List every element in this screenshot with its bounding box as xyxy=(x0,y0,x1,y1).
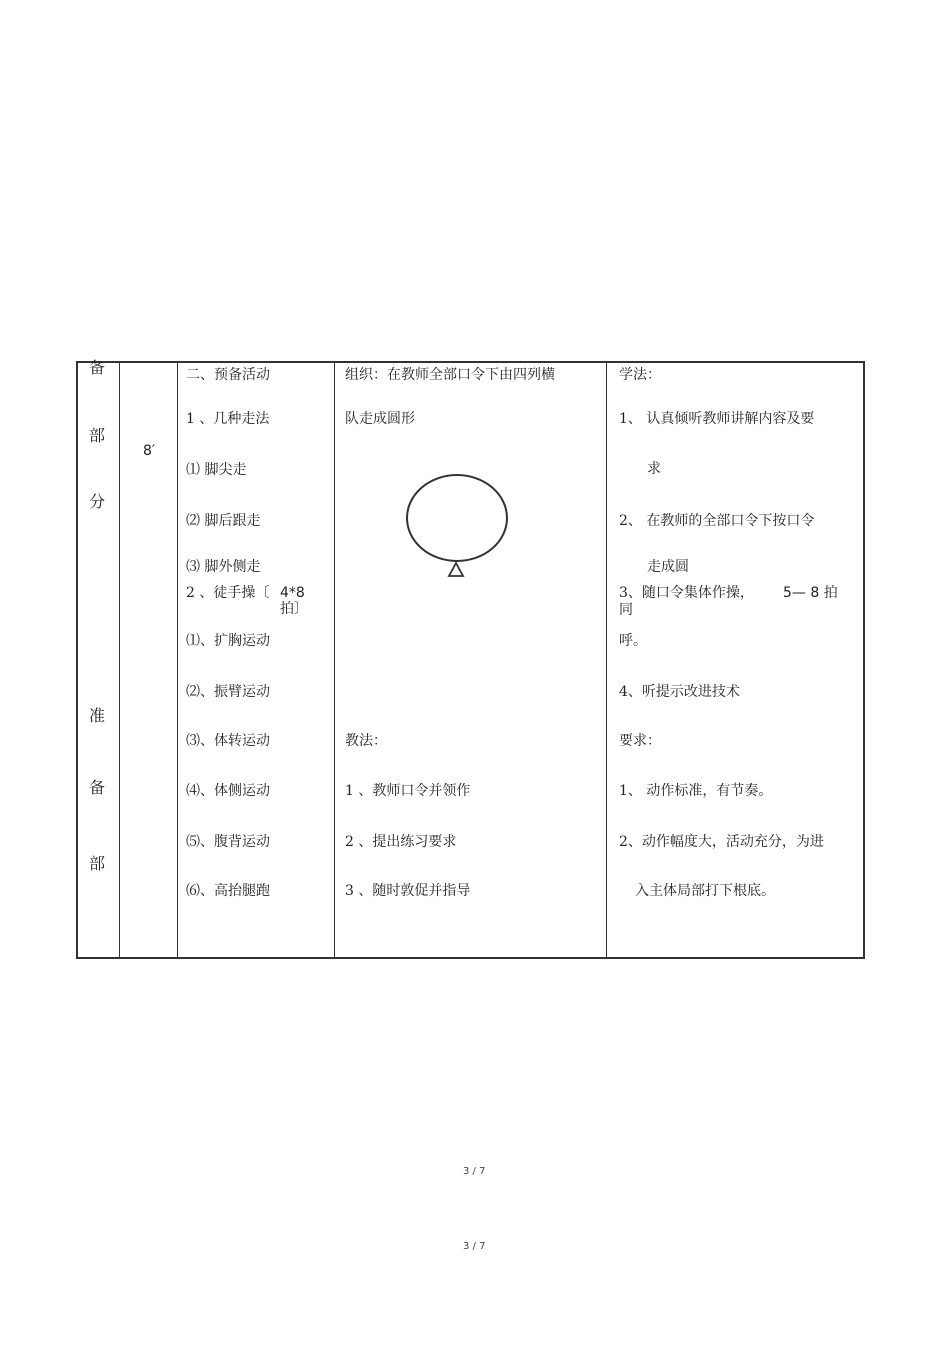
section-char: 部 xyxy=(89,426,106,445)
section-char: 备 xyxy=(89,358,106,377)
column-divider-3 xyxy=(334,361,335,959)
study-item: 走成圆 xyxy=(647,559,689,575)
column-divider-1 xyxy=(119,361,120,959)
walk-title: 1 、几种走法 xyxy=(186,411,270,427)
exercise-count: 4*8 xyxy=(280,585,305,601)
study-title: 学法： xyxy=(619,367,661,383)
table-right-border xyxy=(863,361,865,959)
teach-item: 1 、教师口令并领作 xyxy=(345,783,471,799)
table-left-border xyxy=(76,361,78,959)
page-number: 3 / 7 xyxy=(463,1166,486,1177)
organization-text: 队走成圆形 xyxy=(345,411,415,427)
requirement-item: 入主体局部打下根底。 xyxy=(635,883,775,899)
section-char: 分 xyxy=(89,492,106,511)
exercise-item: ⑸、腹背运动 xyxy=(186,834,270,850)
exercise-item: ⑷、体侧运动 xyxy=(186,783,270,799)
table-top-border xyxy=(76,361,865,363)
content-heading: 二、预备活动 xyxy=(186,367,270,383)
circle-formation-diagram xyxy=(400,470,515,582)
column-divider-4 xyxy=(606,361,607,959)
section-char: 部 xyxy=(89,854,106,873)
exercise-unit: 拍〕 xyxy=(280,601,308,617)
study-item: 3、随口令集体作操， xyxy=(619,585,754,601)
column-divider-2 xyxy=(177,361,178,959)
exercise-title: 2 、徒手操〔 xyxy=(186,585,270,601)
formation-circle xyxy=(407,475,507,561)
exercise-item: ⑶、体转运动 xyxy=(186,733,270,749)
study-item: 呼。 xyxy=(619,633,647,649)
requirement-item: 1、 动作标准，有节奏。 xyxy=(619,783,773,799)
teach-item: 2 、提出练习要求 xyxy=(345,834,457,850)
exercise-item: ⑹、高抬腿跑 xyxy=(186,883,270,899)
exercise-item: ⑵、振臂运动 xyxy=(186,684,270,700)
walk-item: ⑵ 脚后跟走 xyxy=(186,513,261,529)
requirement-item: 2、动作幅度大，活动充分，为进 xyxy=(619,834,824,850)
table-bottom-border xyxy=(76,957,865,959)
teach-item: 3 、随时敦促并指导 xyxy=(345,883,471,899)
study-item: 1、 认真倾听教师讲解内容及要 xyxy=(619,411,815,427)
teacher-triangle-icon xyxy=(449,563,463,576)
section-char: 备 xyxy=(89,778,106,797)
walk-item: ⑶ 脚外侧走 xyxy=(186,559,261,575)
teach-title: 教法： xyxy=(345,733,387,749)
section-char: 准 xyxy=(89,706,106,725)
study-item: 4、听提示改进技术 xyxy=(619,684,740,700)
exercise-item: ⑴、扩胸运动 xyxy=(186,633,270,649)
organization-text: 组织：在教师全部口令下由四列横 xyxy=(345,367,555,383)
requirements-title: 要求： xyxy=(619,733,661,749)
time-duration: 8′ xyxy=(143,443,156,459)
walk-item: ⑴ 脚尖走 xyxy=(186,462,247,478)
study-item: 2、 在教师的全部口令下按口令 xyxy=(619,513,815,529)
page-number: 3 / 7 xyxy=(463,1241,486,1252)
study-item: 同 xyxy=(619,602,633,618)
study-item: 求 xyxy=(647,461,661,477)
study-item: 5— 8 拍 xyxy=(783,585,838,601)
